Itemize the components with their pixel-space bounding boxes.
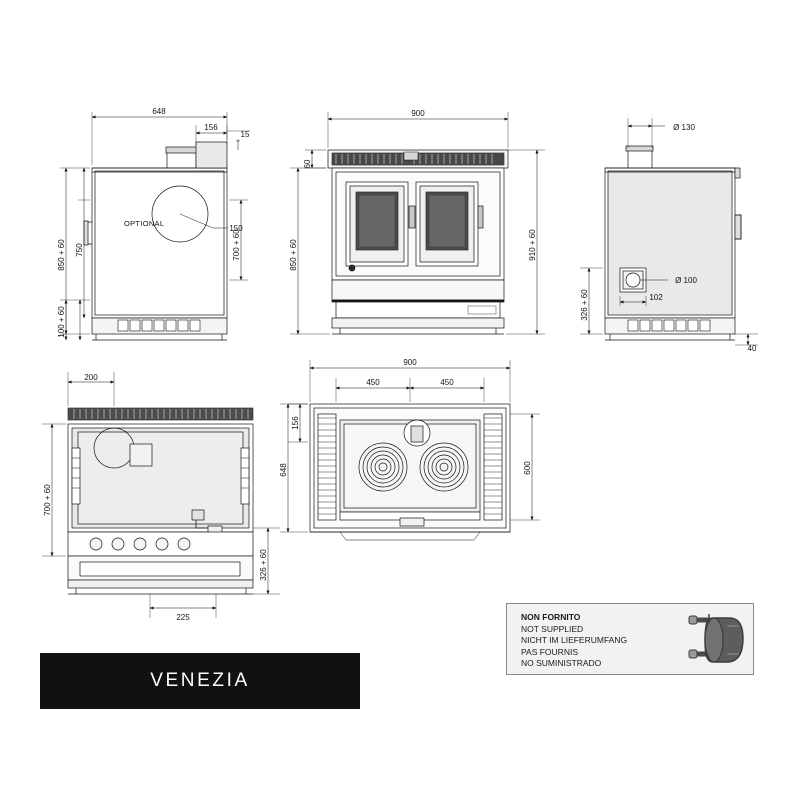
dim-rear-700-60: 700 + 60 [43,484,52,516]
dim-15: 15 [240,130,250,139]
dim-156-top: 156 [291,416,300,430]
dim-100-60: 100 + 60 [57,306,66,338]
dim-front-60: 60 [303,159,312,169]
dim-648: 648 [152,107,166,116]
dim-700-60: 700 + 60 [232,229,241,261]
view-side-right [580,118,758,345]
view-front [290,112,545,334]
dim-850-60: 850 + 60 [57,239,66,271]
view-top [280,360,540,540]
dim-156: 156 [204,123,218,132]
notice-line-fr: PAS FOURNIS [521,646,578,657]
page-title: VENEZIA [150,670,250,691]
dim-top-900: 900 [403,358,417,367]
not-supplied-notice [506,603,754,675]
dim-diam-100: Ø 100 [675,276,697,285]
power-plug-icon [669,608,747,672]
notice-line-de: NICHT IM LIEFERUMFANG [521,635,628,645]
dim-600: 600 [523,461,532,475]
notice-line-it: NON FORNITO [521,612,581,622]
dim-450-right: 450 [440,378,454,387]
label-optional: OPTIONAL [124,219,165,228]
dim-225: 225 [176,613,190,622]
dim-front-900: 900 [411,109,425,118]
dim-102: 102 [649,293,663,302]
dim-diam-130: Ø 130 [673,123,695,132]
view-rear [42,372,280,618]
dim-front-850-60: 850 + 60 [289,239,298,271]
notice-line-en: NOT SUPPLIED [521,623,584,634]
dim-750: 750 [75,243,84,257]
notice-line-es: NO SUMINISTRADO [521,658,602,668]
dim-rear-326-60: 326 + 60 [259,549,268,581]
dim-648-top: 648 [279,463,288,477]
product-name-bar [40,653,360,709]
notice-text-block [521,612,681,670]
dim-front-910-60: 910 + 60 [528,229,537,261]
dim-450-left: 450 [366,378,380,387]
dim-326-60: 326 + 60 [580,289,589,321]
dim-150: 150 [229,224,243,233]
dim-200: 200 [84,373,98,382]
dim-40: 40 [747,344,757,353]
